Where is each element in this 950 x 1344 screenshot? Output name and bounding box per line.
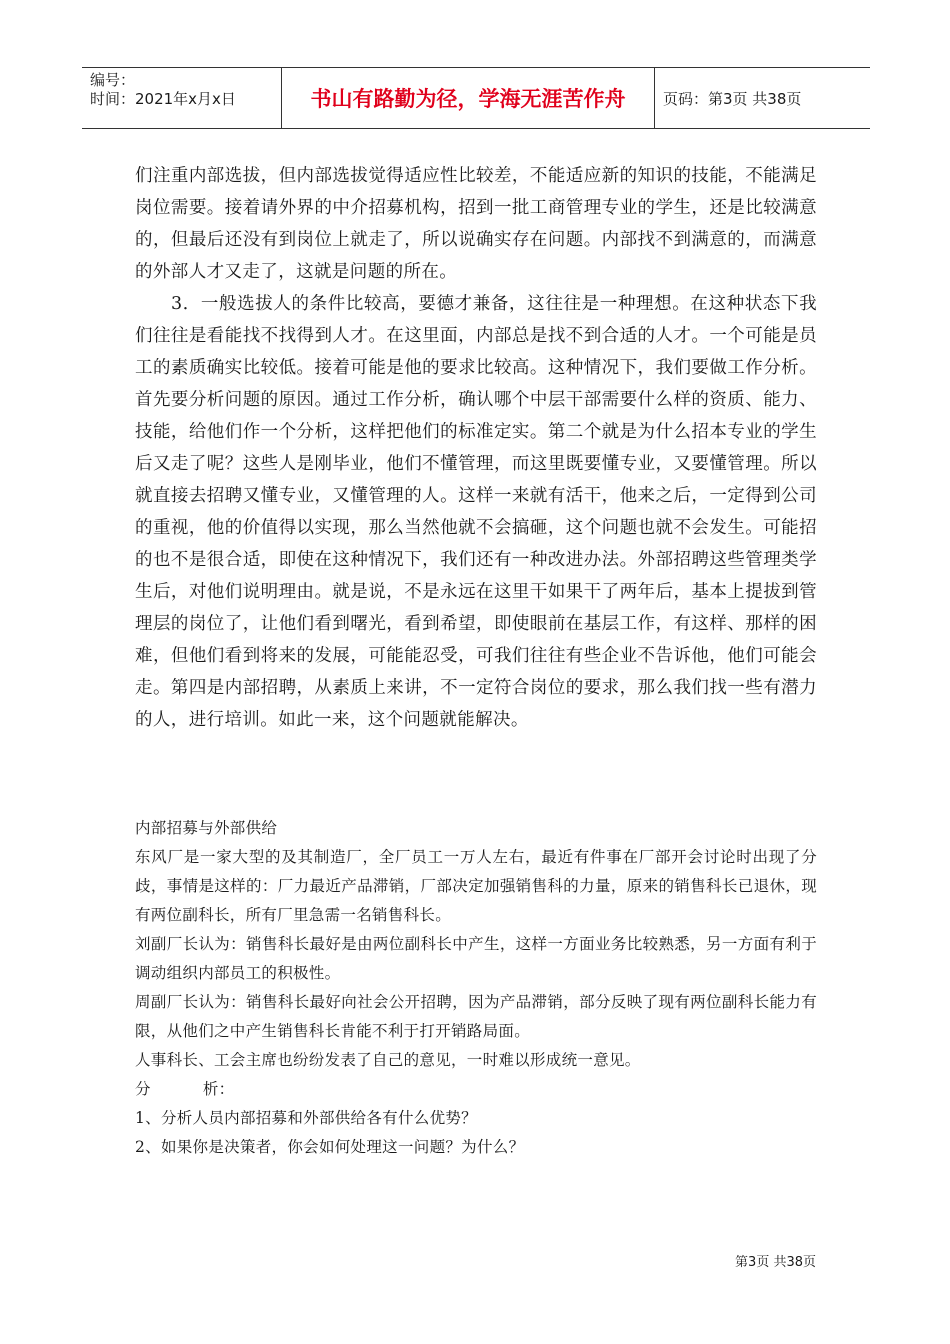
header-page-info: 页码：第3页 共38页 — [663, 89, 802, 108]
case-title: 内部招募与外部供给 — [135, 819, 278, 837]
paragraph: 们注重内部选拔，但内部选拔觉得适应性比较差，不能适应新的知识的技能，不能满足岗位需要。接着请外界的中介招募机构，招到一批工商管理专业的学生，还是比较满意的，但最后还没有到岗位上就走了，所以说确实存在问题。内部找不到满意的，而满意的外部人才又走了，这就是问题的所在。 — [135, 166, 817, 282]
document-number-label: 编号： — [90, 71, 136, 89]
header-meta — [82, 68, 282, 128]
zhou-opinion: 周副厂长认为：销售科长最好向社会公开招聘，因为产品滞销，部分反映了现有两位副科长能力有限，从他们之中产生销售科长肯能不利于打开销路局面。 — [135, 993, 817, 1040]
question-1: 1、分析人员内部招募和外部供给各有什么优势？ — [135, 1109, 477, 1127]
question-2: 2、如果你是决策者，你会如何处理这一问题？为什么？ — [135, 1138, 525, 1156]
document-date: 时间：2021年x月x日 — [90, 90, 236, 108]
header-motto: 书山有路勤为径，学海无涯苦作舟 — [282, 68, 655, 128]
analysis-label — [135, 1075, 817, 1104]
paragraph: 3．一般选拔人的条件比较高，要德才兼备，这往往是一种理想。在这种状态下我们往往是看能找不找得到人才。在这里面，内部总是找不到合适的人才。一个可能是员工的素质确实比较低。接着可能是他的要求比较高。这种情况下，我们要做工作分析。首先要分析问题的原因。通过工作分析，确认哪个中层干部需要什么样的资质、能力、技能，给他们作一个分析，这样把他们的标准定实。第二个就是为什么招本专业的学生后又走了呢？这些人是刚毕业，他们不懂管理，而这里既要懂专业，又要懂管理。所以就直接去招聘又懂专业，又懂管理的人。这样一来就有活干，他来之后，一定得到公司的重视，他的价值得以实现，那么当然他就不会搞砸，这个问题也就不会发生。可能招的也不是很合适，即使在这种情况下，我们还有一种改进办法。外部招聘这些管理类学生后，对他们说明理由。就是说，不是永远在这里干如果干了两年后，基本上提拔到管理层的岗位了，让他们看到曙光，看到希望，即使眼前在基层工作，有这样、那样的困难，但他们看到将来的发展，可能能忍受，可我们往往有些企业不告诉他，他们可能会走。第四是内部招聘，从素质上来讲，不一定符合岗位的要求，那么我们找一些有潜力的人，进行培训。如此一来，这个问题就能解决。 — [135, 294, 817, 730]
analysis-label-b: 析： — [202, 1080, 235, 1098]
body-section-1 — [135, 160, 817, 736]
analysis-label-a: 分 — [135, 1080, 151, 1098]
case-text: 东风厂是一家大型的及其制造厂，全厂员工一万人左右，最近有件事在厂部开会讨论时出现了分歧，事情是这样的：厂力最近产品滞销，厂部决定加强销售科的力量，原来的销售科长已退休，现有两位副科长，所有厂里急需一名销售科长。 — [135, 848, 817, 924]
liu-opinion: 刘副厂长认为：销售科长最好是由两位副科长中产生，这样一方面业务比较熟悉，另一方面有利于调动组织内部员工的积极性。 — [135, 935, 817, 982]
page-footer: 第3页 共38页 — [735, 1255, 816, 1270]
others-opinion: 人事科长、工会主席也纷纷发表了自己的意见，一时难以形成统一意见。 — [135, 1051, 641, 1069]
page-header — [82, 67, 870, 129]
body-section-2 — [135, 814, 817, 1162]
